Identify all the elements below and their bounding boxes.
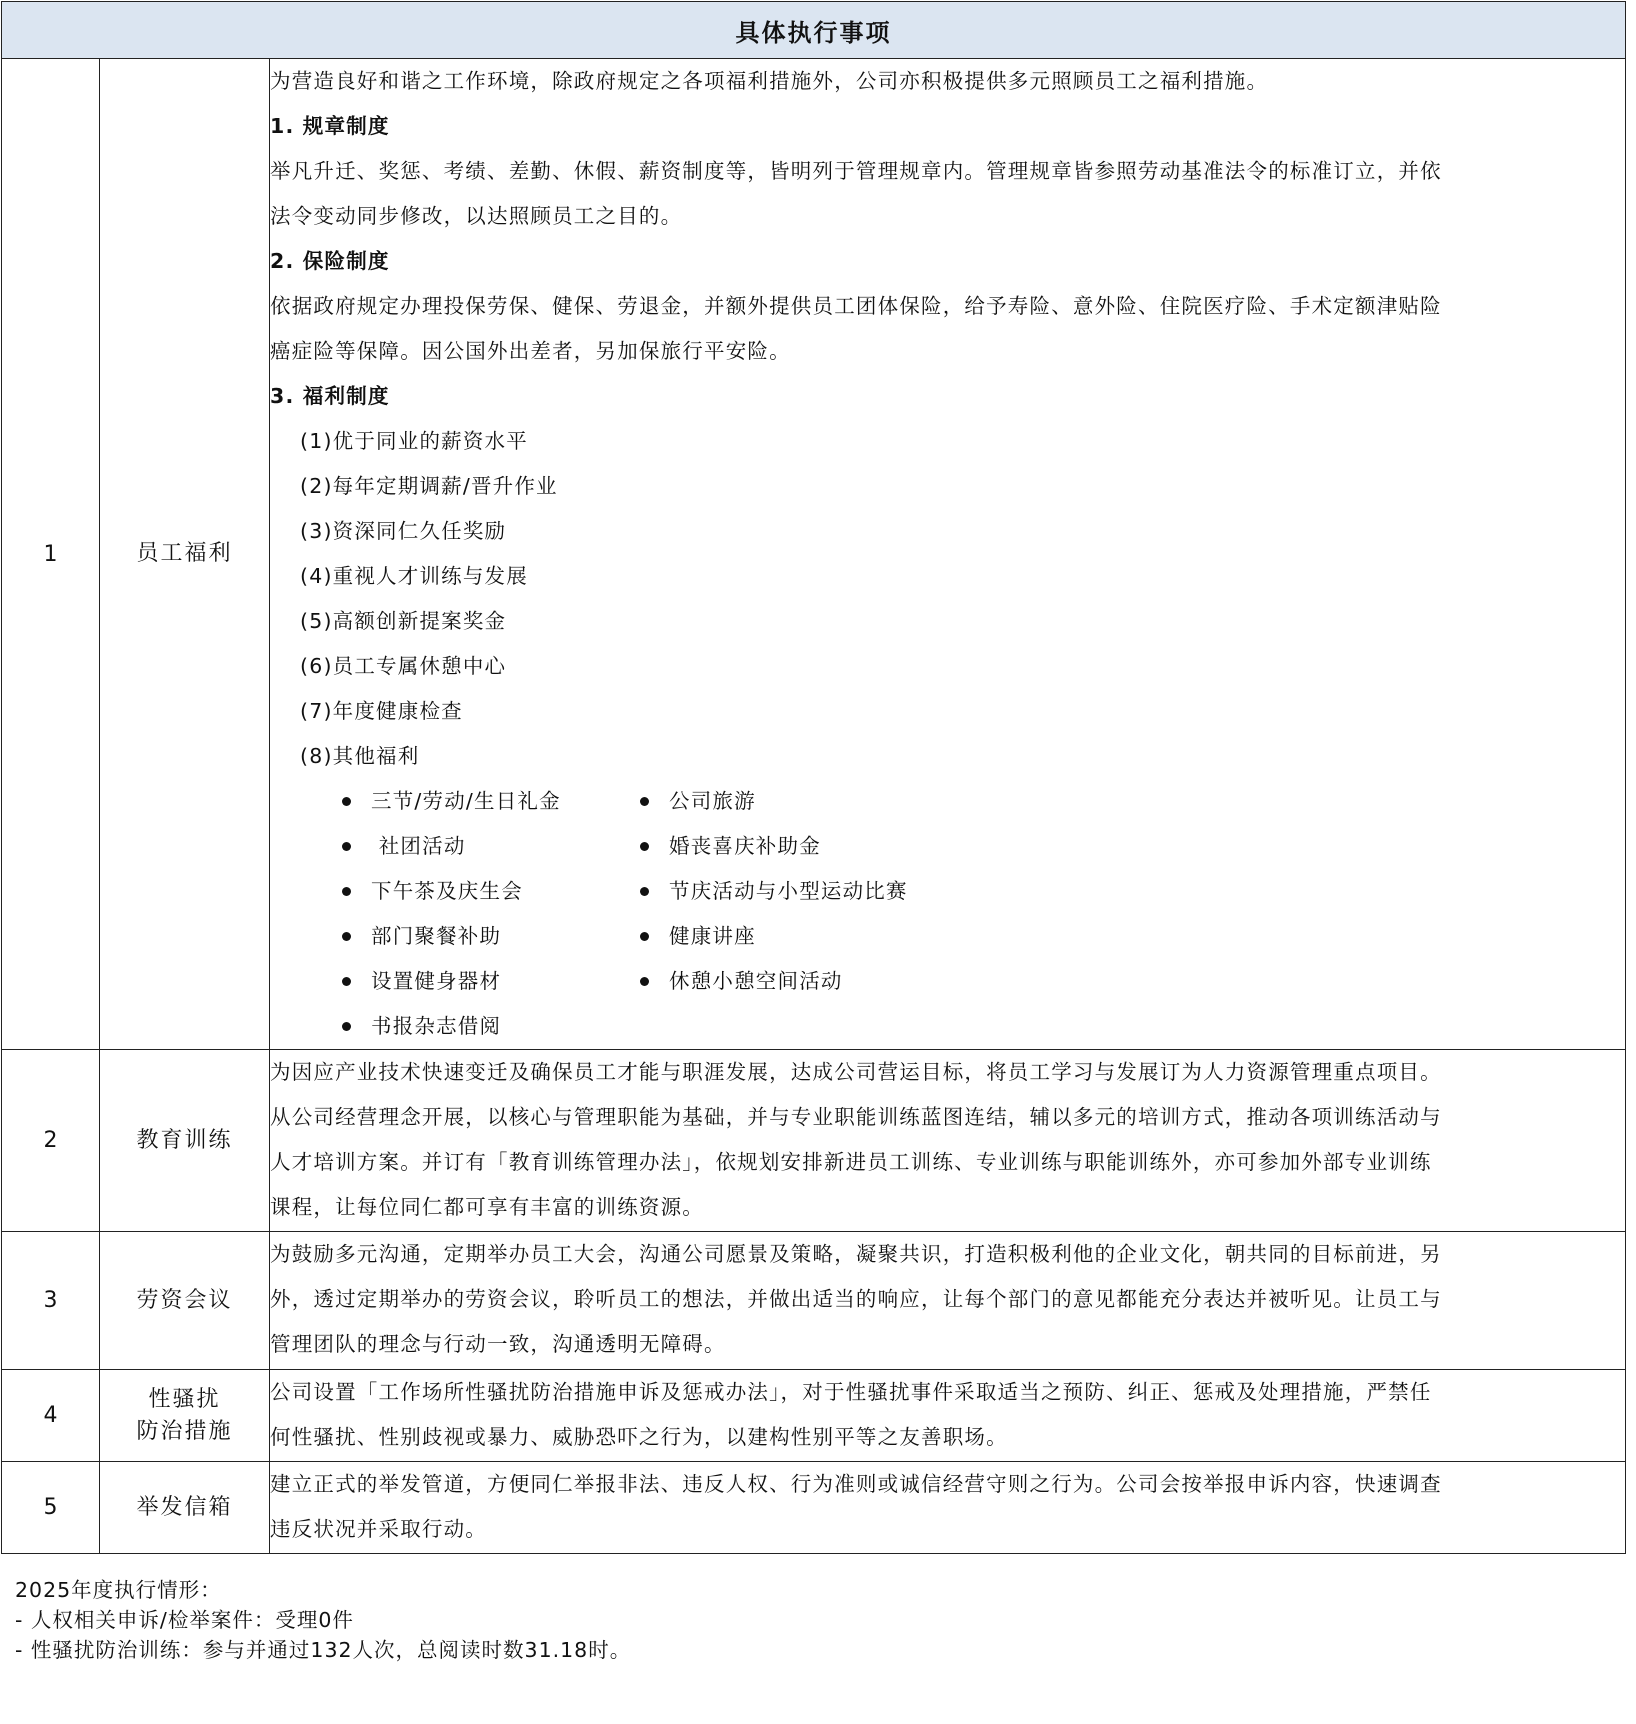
list-item <box>640 824 1010 869</box>
list-item-label: 健康讲座 <box>669 924 756 948</box>
section-line: 癌症险等保障。因公国外出差者，另加保旅行平安险。 <box>270 339 791 363</box>
table-row <box>2 1232 1626 1370</box>
table-header: 具体执行事项 <box>2 2 1626 59</box>
execution-summary <box>15 1575 631 1665</box>
bullet-icon <box>640 797 649 806</box>
content-line: 外，透过定期举办的劳资会议，聆听员工的想法，并做出适当的响应，让每个部门的意见都能充分表达并被听见。让员工与 <box>270 1287 1442 1311</box>
row-category <box>100 1370 270 1462</box>
summary-line: - 人权相关申诉/检举案件：受理0件 <box>15 1608 354 1632</box>
list-item-label: 婚丧喜庆补助金 <box>669 834 821 858</box>
content-line: 管理团队的理念与行动一致，沟通透明无障碍。 <box>270 1332 726 1356</box>
summary-line: - 性骚扰防治训练：参与并通过132人次，总阅读时数31.18时。 <box>15 1638 632 1662</box>
list-item <box>640 869 1010 914</box>
content-line: 课程，让每位同仁都可享有丰富的训练资源。 <box>270 1195 704 1219</box>
row-number: 1 <box>2 59 100 1050</box>
bullet-icon <box>640 932 649 941</box>
content-line: 从公司经营理念开展，以核心与管理职能为基础，并与专业职能训练蓝图连结，辅以多元的培训方式，推动各项训练活动与 <box>270 1105 1442 1129</box>
list-item <box>640 914 1010 959</box>
section-title: 3. 福利制度 <box>270 384 390 408</box>
row-content <box>270 1462 1626 1554</box>
row-content <box>270 1050 1626 1232</box>
content-line: 为鼓励多元沟通，定期举办员工大会，沟通公司愿景及策略，凝聚共识，打造积极利他的企业文化，朝共同的目标前进，另 <box>270 1242 1442 1266</box>
row-content <box>270 1232 1626 1370</box>
content-line: 公司设置「工作场所性骚扰防治措施申诉及惩戒办法」，对于性骚扰事件采取适当之预防、纠正、惩戒及处理措施，严禁任 <box>270 1380 1432 1404</box>
row-category: 教育训练 <box>100 1050 270 1232</box>
table-row <box>2 1462 1626 1554</box>
list-item <box>640 959 1010 1004</box>
section-line: 举凡升迁、奖惩、考绩、差勤、休假、薪资制度等，皆明列于管理规章内。管理规章皆参照劳动基准法令的标准订立，并依 <box>270 159 1442 183</box>
list-item <box>270 824 640 869</box>
bullet-icon <box>640 842 649 851</box>
execution-table <box>1 1 1626 1554</box>
content-line: 为因应产业技术快速变迁及确保员工才能与职涯发展，达成公司营运目标，将员工学习与发展订为人力资源管理重点项目。 <box>270 1060 1442 1084</box>
row-number: 5 <box>2 1462 100 1554</box>
bullet-icon <box>342 842 351 851</box>
list-item-label: 休憩小憩空间活动 <box>669 969 843 993</box>
list-item <box>270 914 640 959</box>
content-line: 何性骚扰、性别歧视或暴力、威胁恐吓之行为，以建构性别平等之友善职场。 <box>270 1425 1008 1449</box>
bullet-icon <box>640 887 649 896</box>
table-row <box>2 1370 1626 1462</box>
welfare-item: (3)资深同仁久任奖励 <box>300 519 507 543</box>
list-item <box>270 1004 640 1049</box>
row-number: 2 <box>2 1050 100 1232</box>
section-line: 依据政府规定办理投保劳保、健保、劳退金，并额外提供员工团体保险，给予寿险、意外险、住院医疗险、手术定额津贴险 <box>270 294 1442 318</box>
list-item <box>640 779 1010 824</box>
section-title: 2. 保险制度 <box>270 249 390 273</box>
section-title: 1. 规章制度 <box>270 114 390 138</box>
list-item-label: 书报杂志借阅 <box>371 1014 502 1038</box>
row-number: 4 <box>2 1370 100 1462</box>
bullet-icon <box>640 977 649 986</box>
row-category: 举发信箱 <box>100 1462 270 1554</box>
section-line: 法令变动同步修改，以达照顾员工之目的。 <box>270 204 683 228</box>
row-number: 3 <box>2 1232 100 1370</box>
bullet-icon <box>342 887 351 896</box>
category-line: 防治措施 <box>136 1418 233 1444</box>
row-content <box>270 1370 1626 1462</box>
welfare-item: (7)年度健康检查 <box>300 699 463 723</box>
welfare-item: (8)其他福利 <box>300 744 420 768</box>
welfare-item: (1)优于同业的薪资水平 <box>300 429 528 453</box>
bullet-column-right <box>640 779 1010 1049</box>
list-item-label: 三节/劳动/生日礼金 <box>371 789 561 813</box>
bullet-icon <box>342 932 351 941</box>
bullet-icon <box>342 977 351 986</box>
list-item-label: 设置健身器材 <box>371 969 502 993</box>
content-line: 人才培训方案。并订有「教育训练管理办法」，依规划安排新进员工训练、专业训练与职能训练外，亦可参加外部专业训练 <box>270 1150 1432 1174</box>
welfare-item: (5)高额创新提案奖金 <box>300 609 507 633</box>
table-row <box>2 59 1626 1050</box>
other-benefits-list <box>270 779 1625 1049</box>
content-line: 建立正式的举发管道，方便同仁举报非法、违反人权、行为准则或诚信经营守则之行为。公司会按举报申诉内容，快速调查 <box>270 1472 1442 1496</box>
intro-text: 为营造良好和谐之工作环境，除政府规定之各项福利措施外，公司亦积极提供多元照顾员工之福利措施。 <box>270 69 1269 93</box>
bullet-column-left <box>270 779 640 1049</box>
category-line: 性骚扰 <box>148 1386 221 1412</box>
list-item-label: 公司旅游 <box>669 789 756 813</box>
table-row <box>2 1050 1626 1232</box>
bullet-icon <box>342 797 351 806</box>
welfare-item: (2)每年定期调薪/晋升作业 <box>300 474 558 498</box>
row-category: 员工福利 <box>100 59 270 1050</box>
bullet-icon <box>342 1022 351 1031</box>
list-item-label: 部门聚餐补助 <box>371 924 502 948</box>
welfare-item: (6)员工专属休憩中心 <box>300 654 507 678</box>
row-content <box>270 59 1626 1050</box>
summary-title: 2025年度执行情形： <box>15 1578 222 1602</box>
welfare-item: (4)重视人才训练与发展 <box>300 564 528 588</box>
list-item <box>270 869 640 914</box>
list-item-label: 社团活动 <box>371 834 466 858</box>
list-item <box>270 779 640 824</box>
list-item <box>270 959 640 1004</box>
list-item-label: 下午茶及庆生会 <box>371 879 523 903</box>
list-item-label: 节庆活动与小型运动比赛 <box>669 879 908 903</box>
content-line: 违反状况并采取行动。 <box>270 1517 487 1541</box>
row-category: 劳资会议 <box>100 1232 270 1370</box>
